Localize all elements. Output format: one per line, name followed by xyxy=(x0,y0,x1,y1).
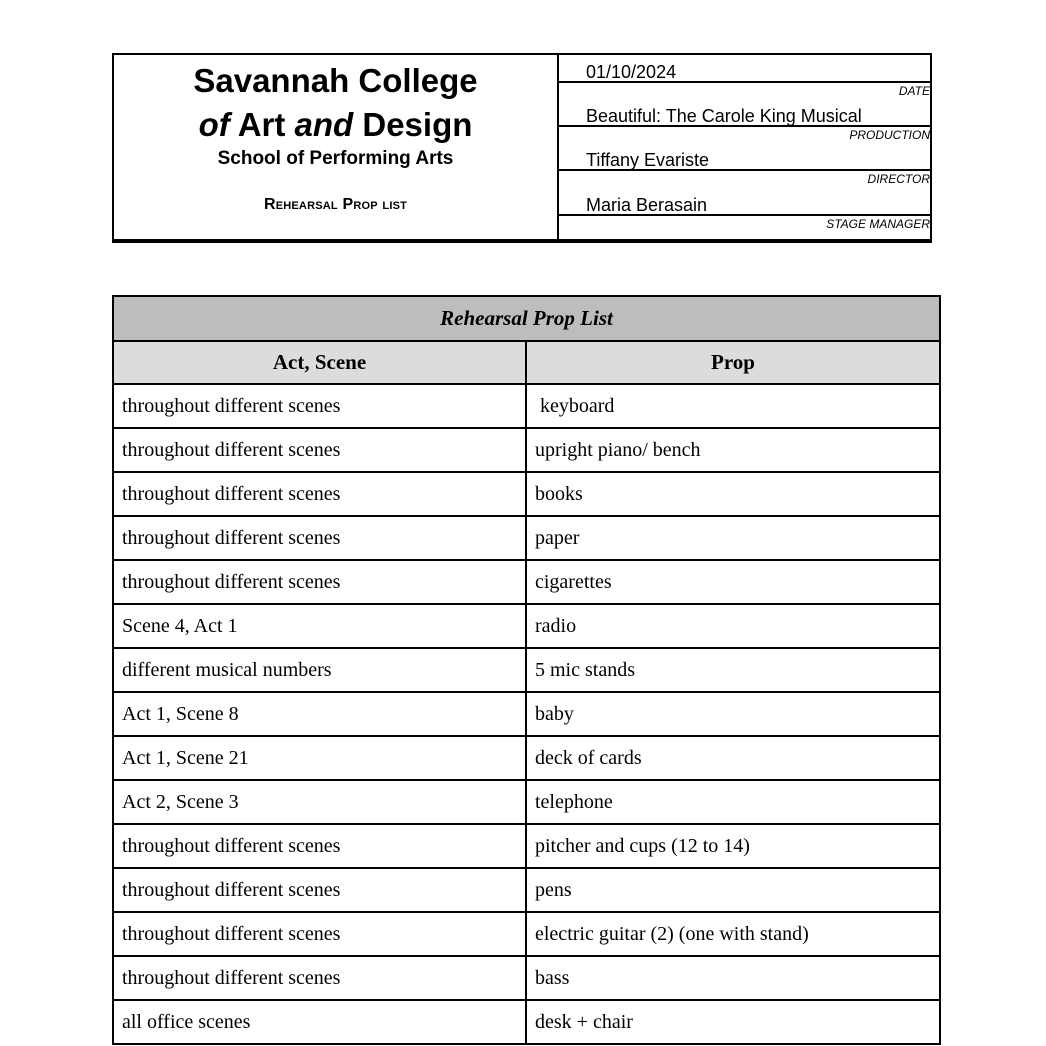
date-value: 01/10/2024 xyxy=(586,62,677,82)
stage-manager-underline xyxy=(559,214,930,216)
stage-manager-field xyxy=(559,190,930,234)
production-label: PRODUCTION xyxy=(849,128,930,142)
table-row xyxy=(113,780,940,824)
date-underline xyxy=(559,81,930,83)
table-row xyxy=(113,692,940,736)
scene-cell: different musical numbers xyxy=(113,648,526,692)
prop-table xyxy=(112,295,941,1045)
prop-cell: bass xyxy=(526,956,940,1000)
production-underline xyxy=(559,125,930,127)
table-row xyxy=(113,868,940,912)
table-row xyxy=(113,648,940,692)
prop-cell: pitcher and cups (12 to 14) xyxy=(526,824,940,868)
table-row xyxy=(113,384,940,428)
date-label: DATE xyxy=(898,84,930,98)
scene-cell: Act 2, Scene 3 xyxy=(113,780,526,824)
column-header-prop: Prop xyxy=(526,341,940,384)
school-name-line1: Savannah College xyxy=(193,62,478,99)
school-name-and: and xyxy=(294,106,354,143)
table-row xyxy=(113,912,940,956)
table-row xyxy=(113,824,940,868)
prop-cell: upright piano/ bench xyxy=(526,428,940,472)
scene-cell: throughout different scenes xyxy=(113,956,526,1000)
scene-cell: throughout different scenes xyxy=(113,472,526,516)
department-name: School of Performing Arts xyxy=(217,148,454,169)
director-label: DIRECTOR xyxy=(867,172,930,186)
table-row xyxy=(113,428,940,472)
school-name-design: Design xyxy=(362,106,473,143)
director-underline xyxy=(559,169,930,171)
prop-cell: books xyxy=(526,472,940,516)
document-header xyxy=(112,53,932,243)
director-field xyxy=(559,145,930,189)
scene-cell: Act 1, Scene 21 xyxy=(113,736,526,780)
table-row xyxy=(113,736,940,780)
column-header-scene: Act, Scene xyxy=(113,341,526,384)
document-kind: Rehearsal Prop list xyxy=(263,196,408,213)
school-name-of: of xyxy=(198,106,230,143)
production-field xyxy=(559,101,930,145)
table-body xyxy=(113,384,940,1044)
stage-manager-label: STAGE MANAGER xyxy=(826,217,930,231)
table-row xyxy=(113,516,940,560)
director-value: Tiffany Evariste xyxy=(586,150,710,170)
table-row xyxy=(113,604,940,648)
prop-cell: paper xyxy=(526,516,940,560)
table-row xyxy=(113,560,940,604)
scene-cell: Scene 4, Act 1 xyxy=(113,604,526,648)
table-header-row xyxy=(113,341,940,384)
prop-cell: 5 mic stands xyxy=(526,648,940,692)
table-caption: Rehearsal Prop List xyxy=(113,296,940,341)
scene-cell: throughout different scenes xyxy=(113,428,526,472)
prop-cell: baby xyxy=(526,692,940,736)
prop-cell: deck of cards xyxy=(526,736,940,780)
stage-manager-value: Maria Berasain xyxy=(586,195,708,215)
table-row xyxy=(113,472,940,516)
scene-cell: throughout different scenes xyxy=(113,868,526,912)
scene-cell: all office scenes xyxy=(113,1000,526,1044)
school-name-art: Art xyxy=(237,106,286,143)
prop-cell: telephone xyxy=(526,780,940,824)
prop-cell: electric guitar (2) (one with stand) xyxy=(526,912,940,956)
date-field xyxy=(559,57,930,101)
table-row xyxy=(113,956,940,1000)
prop-cell: desk + chair xyxy=(526,1000,940,1044)
production-info xyxy=(559,55,930,239)
scene-cell: throughout different scenes xyxy=(113,516,526,560)
school-block xyxy=(114,55,559,239)
scene-cell: throughout different scenes xyxy=(113,384,526,428)
school-name-line2 xyxy=(114,105,557,145)
production-value: Beautiful: The Carole King Musical xyxy=(586,106,862,126)
prop-cell: pens xyxy=(526,868,940,912)
prop-cell: radio xyxy=(526,604,940,648)
scene-cell: throughout different scenes xyxy=(113,824,526,868)
scene-cell: Act 1, Scene 8 xyxy=(113,692,526,736)
prop-cell: cigarettes xyxy=(526,560,940,604)
scene-cell: throughout different scenes xyxy=(113,912,526,956)
table-row xyxy=(113,1000,940,1044)
table-caption-row xyxy=(113,296,940,341)
prop-cell: keyboard xyxy=(526,384,940,428)
scene-cell: throughout different scenes xyxy=(113,560,526,604)
